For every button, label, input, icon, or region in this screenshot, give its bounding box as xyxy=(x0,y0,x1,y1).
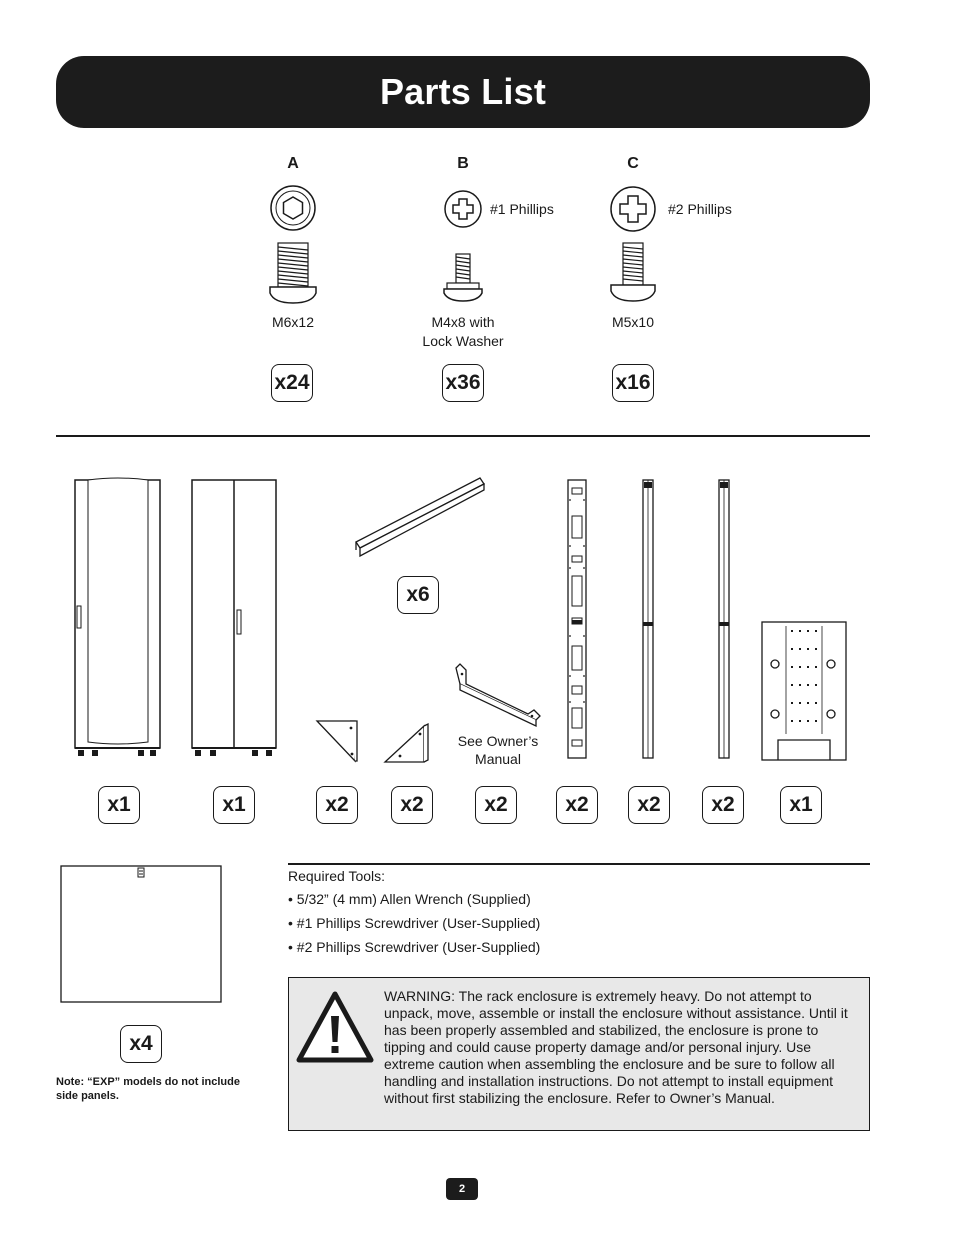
mounting-rail-a-icon xyxy=(636,476,660,762)
section-divider xyxy=(56,435,870,437)
hardware-letter: B xyxy=(457,155,469,172)
hardware-letter: C xyxy=(627,155,639,172)
rail-icon xyxy=(350,474,490,564)
base-frame-icon xyxy=(758,618,850,764)
qty-badge: x1 xyxy=(780,786,822,824)
qty-badge: x2 xyxy=(391,786,433,824)
tool-item: • #1 Phillips Screwdriver (User-Supplied) xyxy=(288,915,541,931)
warning-triangle-icon xyxy=(295,990,375,1066)
angle-bracket-icon xyxy=(450,660,545,730)
rear-door-icon xyxy=(186,476,286,766)
m6-screw-icon xyxy=(208,177,378,312)
see-manual-note: See Owner’s Manual xyxy=(457,733,539,767)
hardware-spec: M5x10 xyxy=(611,314,655,330)
mounting-rail-wide-icon xyxy=(560,476,594,762)
m5-screw-icon xyxy=(548,177,718,312)
mounting-rail-b-icon xyxy=(712,476,736,762)
qty-badge: x6 xyxy=(397,576,439,614)
qty-badge: x2 xyxy=(702,786,744,824)
tools-title: Required Tools: xyxy=(288,868,386,884)
tools-list xyxy=(288,890,868,956)
qty-badge: x2 xyxy=(316,786,358,824)
qty-badge: x2 xyxy=(556,786,598,824)
hardware-letter: A xyxy=(287,155,299,172)
corner-bracket-right-icon xyxy=(380,718,430,768)
exp-models-note: Note: “EXP” models do not include side panels. xyxy=(56,1076,240,1102)
tool-item: • #2 Phillips Screwdriver (User-Supplied) xyxy=(288,939,541,955)
m4-screw-icon xyxy=(378,177,548,312)
qty-badge: x1 xyxy=(213,786,255,824)
drive-label: #2 Phillips xyxy=(668,201,732,217)
qty-badge: x2 xyxy=(475,786,517,824)
drive-label: #1 Phillips xyxy=(490,201,554,217)
hardware-spec: M4x8 with Lock Washer xyxy=(422,314,504,349)
hardware-spec: M6x12 xyxy=(271,314,315,330)
tools-divider xyxy=(288,863,870,865)
qty-badge: x4 xyxy=(120,1025,162,1063)
qty-badge: x24 xyxy=(271,364,313,402)
required-tools xyxy=(288,868,868,962)
qty-badge: x36 xyxy=(442,364,484,402)
qty-badge: x1 xyxy=(98,786,140,824)
qty-badge: x16 xyxy=(612,364,654,402)
warning-box xyxy=(288,977,870,1131)
warning-text: WARNING: The rack enclosure is extremely heavy. Do not attempt to unpack, move, assemble or install the enclosure without assistance. Until it has been properly assembled and stabilized, the enclosure is prone to tipping and could cause property damage and/or personal injury. Use extreme caution when assembling the enclosure and be sure to follow all handling and installation instructions. Do not attempt to install equipment without first stabilizing the enclosure. Refer to Owner’s Manual. xyxy=(384,988,848,1106)
corner-bracket-left-icon xyxy=(312,716,362,766)
page-title: Parts List xyxy=(379,71,547,112)
side-panel-icon xyxy=(58,863,226,1005)
page-number: 2 xyxy=(446,1178,478,1200)
title-banner xyxy=(56,56,870,128)
front-door-icon xyxy=(70,476,170,766)
qty-badge: x2 xyxy=(628,786,670,824)
tool-item: • 5/32” (4 mm) Allen Wrench (Supplied) xyxy=(288,891,531,907)
